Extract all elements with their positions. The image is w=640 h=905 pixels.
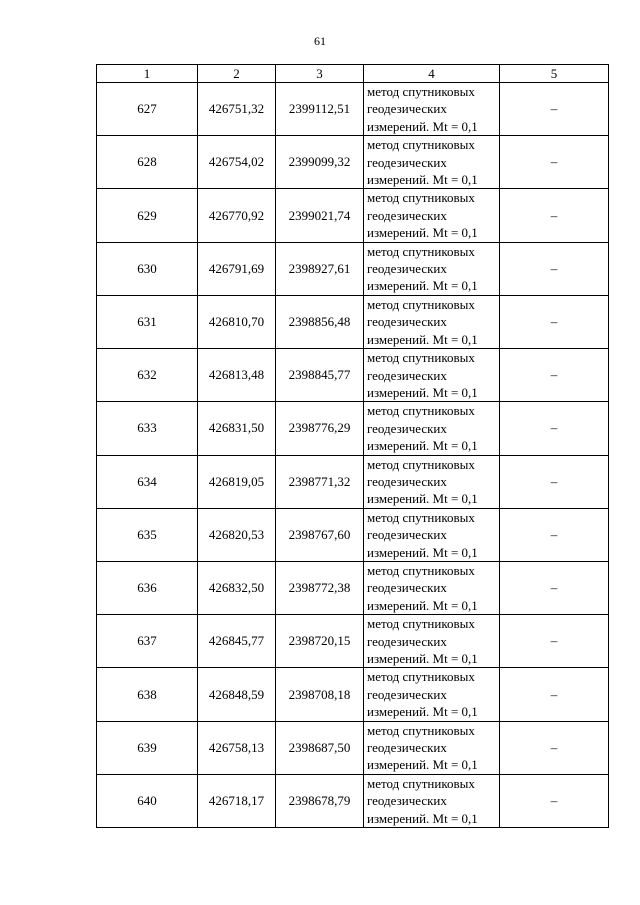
method-line: измерений. Mt = 0,1 <box>367 704 478 720</box>
column-header-method: 4 <box>364 65 500 83</box>
method-line: геодезических <box>367 154 447 170</box>
x-coordinate-cell: 426770,92 <box>198 189 276 242</box>
method-cell <box>364 83 500 136</box>
method-line: измерений. Mt = 0,1 <box>367 810 478 826</box>
note-cell: – <box>500 721 609 774</box>
y-coordinate-cell: 2399021,74 <box>276 189 364 242</box>
method-line: метод спутниковых <box>367 669 475 685</box>
table-row <box>97 402 609 455</box>
method-line: метод спутниковых <box>367 84 475 99</box>
table-row <box>97 668 609 721</box>
method-line: геодезических <box>367 740 447 756</box>
y-coordinate-cell: 2398767,60 <box>276 508 364 561</box>
point-number-cell: 635 <box>97 508 198 561</box>
method-cell <box>364 615 500 668</box>
method-line: метод спутниковых <box>367 350 475 366</box>
method-line: измерений. Mt = 0,1 <box>367 438 478 454</box>
x-coordinate-cell: 426751,32 <box>198 83 276 136</box>
column-header-x: 2 <box>198 65 276 83</box>
method-line: метод спутниковых <box>367 137 475 153</box>
table-row <box>97 508 609 561</box>
method-line: метод спутниковых <box>367 190 475 206</box>
method-line: метод спутниковых <box>367 403 475 419</box>
y-coordinate-cell: 2398771,32 <box>276 455 364 508</box>
table-row <box>97 774 609 827</box>
point-number-cell: 637 <box>97 615 198 668</box>
table-row <box>97 242 609 295</box>
method-line: геодезических <box>367 207 447 223</box>
column-header-note: 5 <box>500 65 609 83</box>
method-line: метод спутниковых <box>367 775 475 791</box>
point-number-cell: 633 <box>97 402 198 455</box>
x-coordinate-cell: 426758,13 <box>198 721 276 774</box>
table-row <box>97 295 609 348</box>
method-cell <box>364 508 500 561</box>
point-number-cell: 628 <box>97 136 198 189</box>
x-coordinate-cell: 426831,50 <box>198 402 276 455</box>
x-coordinate-cell: 426845,77 <box>198 615 276 668</box>
x-coordinate-cell: 426810,70 <box>198 295 276 348</box>
x-coordinate-cell: 426813,48 <box>198 349 276 402</box>
note-cell: – <box>500 83 609 136</box>
note-cell: – <box>500 615 609 668</box>
note-cell: – <box>500 455 609 508</box>
note-cell: – <box>500 561 609 614</box>
method-cell <box>364 774 500 827</box>
method-cell <box>364 455 500 508</box>
method-line: метод спутниковых <box>367 722 475 738</box>
method-line: измерений. Mt = 0,1 <box>367 278 478 294</box>
point-number-cell: 634 <box>97 455 198 508</box>
table-row <box>97 561 609 614</box>
method-line: геодезических <box>367 527 447 543</box>
point-number-cell: 640 <box>97 774 198 827</box>
method-line: измерений. Mt = 0,1 <box>367 544 478 560</box>
method-cell <box>364 402 500 455</box>
method-line: геодезических <box>367 101 447 117</box>
method-line: измерений. Mt = 0,1 <box>367 597 478 613</box>
method-line: измерений. Mt = 0,1 <box>367 384 478 400</box>
note-cell: – <box>500 508 609 561</box>
method-line: метод спутниковых <box>367 296 475 312</box>
method-line: измерений. Mt = 0,1 <box>367 491 478 507</box>
point-number-cell: 630 <box>97 242 198 295</box>
table-row <box>97 349 609 402</box>
method-line: измерений. Mt = 0,1 <box>367 225 478 241</box>
table-row <box>97 83 609 136</box>
method-line: геодезических <box>367 793 447 809</box>
method-line: метод спутниковых <box>367 243 475 259</box>
point-number-cell: 631 <box>97 295 198 348</box>
y-coordinate-cell: 2399112,51 <box>276 83 364 136</box>
y-coordinate-cell: 2398927,61 <box>276 242 364 295</box>
method-cell <box>364 189 500 242</box>
method-line: геодезических <box>367 420 447 436</box>
note-cell: – <box>500 136 609 189</box>
table-row <box>97 721 609 774</box>
table-row <box>97 455 609 508</box>
method-line: геодезических <box>367 580 447 596</box>
y-coordinate-cell: 2398776,29 <box>276 402 364 455</box>
note-cell: – <box>500 189 609 242</box>
point-number-cell: 629 <box>97 189 198 242</box>
method-line: измерений. Mt = 0,1 <box>367 651 478 666</box>
method-cell <box>364 136 500 189</box>
method-cell <box>364 295 500 348</box>
y-coordinate-cell: 2398708,18 <box>276 668 364 721</box>
method-line: геодезических <box>367 686 447 702</box>
x-coordinate-cell: 426848,59 <box>198 668 276 721</box>
note-cell: – <box>500 774 609 827</box>
method-line: геодезических <box>367 473 447 489</box>
point-number-cell: 638 <box>97 668 198 721</box>
column-header-number: 1 <box>97 65 198 83</box>
x-coordinate-cell: 426820,53 <box>198 508 276 561</box>
method-cell <box>364 721 500 774</box>
method-line: измерений. Mt = 0,1 <box>367 331 478 347</box>
y-coordinate-cell: 2398772,38 <box>276 561 364 614</box>
method-line: метод спутниковых <box>367 456 475 472</box>
method-line: геодезических <box>367 633 447 649</box>
method-cell <box>364 561 500 614</box>
method-line: измерений. Mt = 0,1 <box>367 757 478 773</box>
x-coordinate-cell: 426791,69 <box>198 242 276 295</box>
point-number-cell: 639 <box>97 721 198 774</box>
x-coordinate-cell: 426718,17 <box>198 774 276 827</box>
method-line: метод спутниковых <box>367 562 475 578</box>
y-coordinate-cell: 2399099,32 <box>276 136 364 189</box>
y-coordinate-cell: 2398856,48 <box>276 295 364 348</box>
method-cell <box>364 349 500 402</box>
method-line: измерений. Mt = 0,1 <box>367 118 478 134</box>
point-number-cell: 636 <box>97 561 198 614</box>
method-line: геодезических <box>367 314 447 330</box>
y-coordinate-cell: 2398845,77 <box>276 349 364 402</box>
note-cell: – <box>500 295 609 348</box>
method-cell <box>364 242 500 295</box>
note-cell: – <box>500 349 609 402</box>
point-number-cell: 632 <box>97 349 198 402</box>
point-number-cell: 627 <box>97 83 198 136</box>
table-row <box>97 189 609 242</box>
table-header-row <box>97 65 609 83</box>
y-coordinate-cell: 2398678,79 <box>276 774 364 827</box>
note-cell: – <box>500 402 609 455</box>
y-coordinate-cell: 2398687,50 <box>276 721 364 774</box>
method-line: геодезических <box>367 367 447 383</box>
table-row <box>97 615 609 668</box>
method-cell <box>364 668 500 721</box>
coordinates-table <box>96 64 609 828</box>
method-line: метод спутниковых <box>367 616 475 632</box>
column-header-y: 3 <box>276 65 364 83</box>
method-line: геодезических <box>367 261 447 277</box>
method-line: измерений. Mt = 0,1 <box>367 172 478 188</box>
x-coordinate-cell: 426819,05 <box>198 455 276 508</box>
x-coordinate-cell: 426754,02 <box>198 136 276 189</box>
note-cell: – <box>500 668 609 721</box>
page-number: 61 <box>314 34 326 48</box>
table-row <box>97 136 609 189</box>
x-coordinate-cell: 426832,50 <box>198 561 276 614</box>
note-cell: – <box>500 242 609 295</box>
method-line: метод спутниковых <box>367 509 475 525</box>
y-coordinate-cell: 2398720,15 <box>276 615 364 668</box>
